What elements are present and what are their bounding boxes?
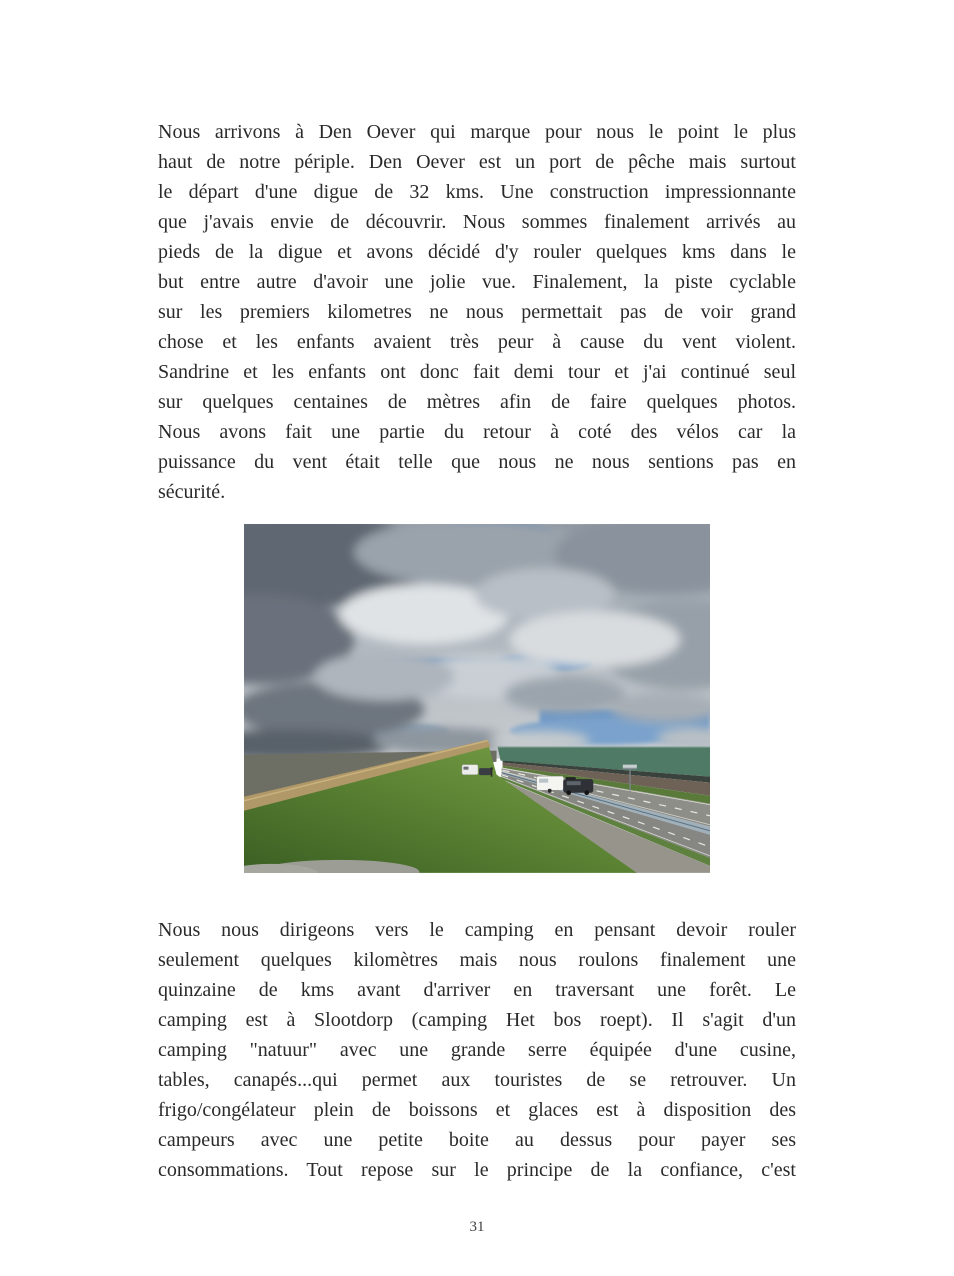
- paragraph-2: [158, 915, 796, 1185]
- landscape-photo-graphic: [244, 524, 710, 873]
- page-number: 31: [469, 1219, 485, 1235]
- landscape-photo: [244, 524, 710, 873]
- text-line: sur les premiers kilometres ne nous permettait pas de voir grand: [158, 301, 796, 323]
- far-van-vehicle: [462, 765, 478, 775]
- text-line: haut de notre périple. Den Oever est un port de pêche mais surtout: [158, 151, 796, 173]
- text-line: pieds de la digue et avons décidé d'y rouler quelques kms dans le: [158, 241, 796, 263]
- text-line: le départ d'une digue de 32 kms. Une construction impressionnante: [158, 181, 796, 203]
- text-line: que j'avais envie de découvrir. Nous sommes finalement arrivés au: [158, 211, 796, 233]
- text-line: Nous avons fait une partie du retour à coté des vélos car la: [158, 421, 796, 443]
- text-line: Nous nous dirigeons vers le camping en pensant devoir rouler: [158, 919, 796, 941]
- text-line: camping est à Slootdorp (camping Het bos roept). Il s'agit d'un: [158, 1009, 796, 1031]
- page-content: [158, 117, 796, 1185]
- text-line: sur quelques centaines de mètres afin de faire quelques photos.: [158, 391, 796, 413]
- text-line: puissance du vent était telle que nous ne nous sentions pas en: [158, 451, 796, 473]
- far-car-vehicle: [479, 768, 491, 775]
- text-line: Nous arrivons à Den Oever qui marque pour nous le point le plus: [158, 121, 796, 143]
- text-line: tables, canapés...qui permet aux touristes de se retrouver. Un: [158, 1069, 796, 1091]
- text-line: chose et les enfants avaient très peur à cause du vent violent.: [158, 331, 796, 353]
- text-line: but entre autre d'avoir une jolie vue. Finalement, la piste cyclable: [158, 271, 796, 293]
- text-line: frigo/congélateur plein de boissons et glaces est à disposition des: [158, 1099, 796, 1121]
- text-line: campeurs avec une petite boite au dessus pour payer ses: [158, 1129, 796, 1151]
- text-line: consommations. Tout repose sur le principe de la confiance, c'est: [158, 1159, 796, 1181]
- text-line: Sandrine et les enfants ont donc fait demi tour et j'ai continué seul: [158, 361, 796, 383]
- paragraph-1: [158, 117, 796, 507]
- text-line: sécurité.: [158, 481, 226, 503]
- text-line: quinzaine de kms avant d'arriver en traversant une forêt. Le: [158, 979, 796, 1001]
- text-line: seulement quelques kilomètres mais nous roulons finalement une: [158, 949, 796, 971]
- towing-car-vehicle: [563, 777, 593, 795]
- text-line: camping "natuur" avec une grande serre équipée d'une cusine,: [158, 1039, 796, 1061]
- caravan-vehicle: [537, 776, 564, 793]
